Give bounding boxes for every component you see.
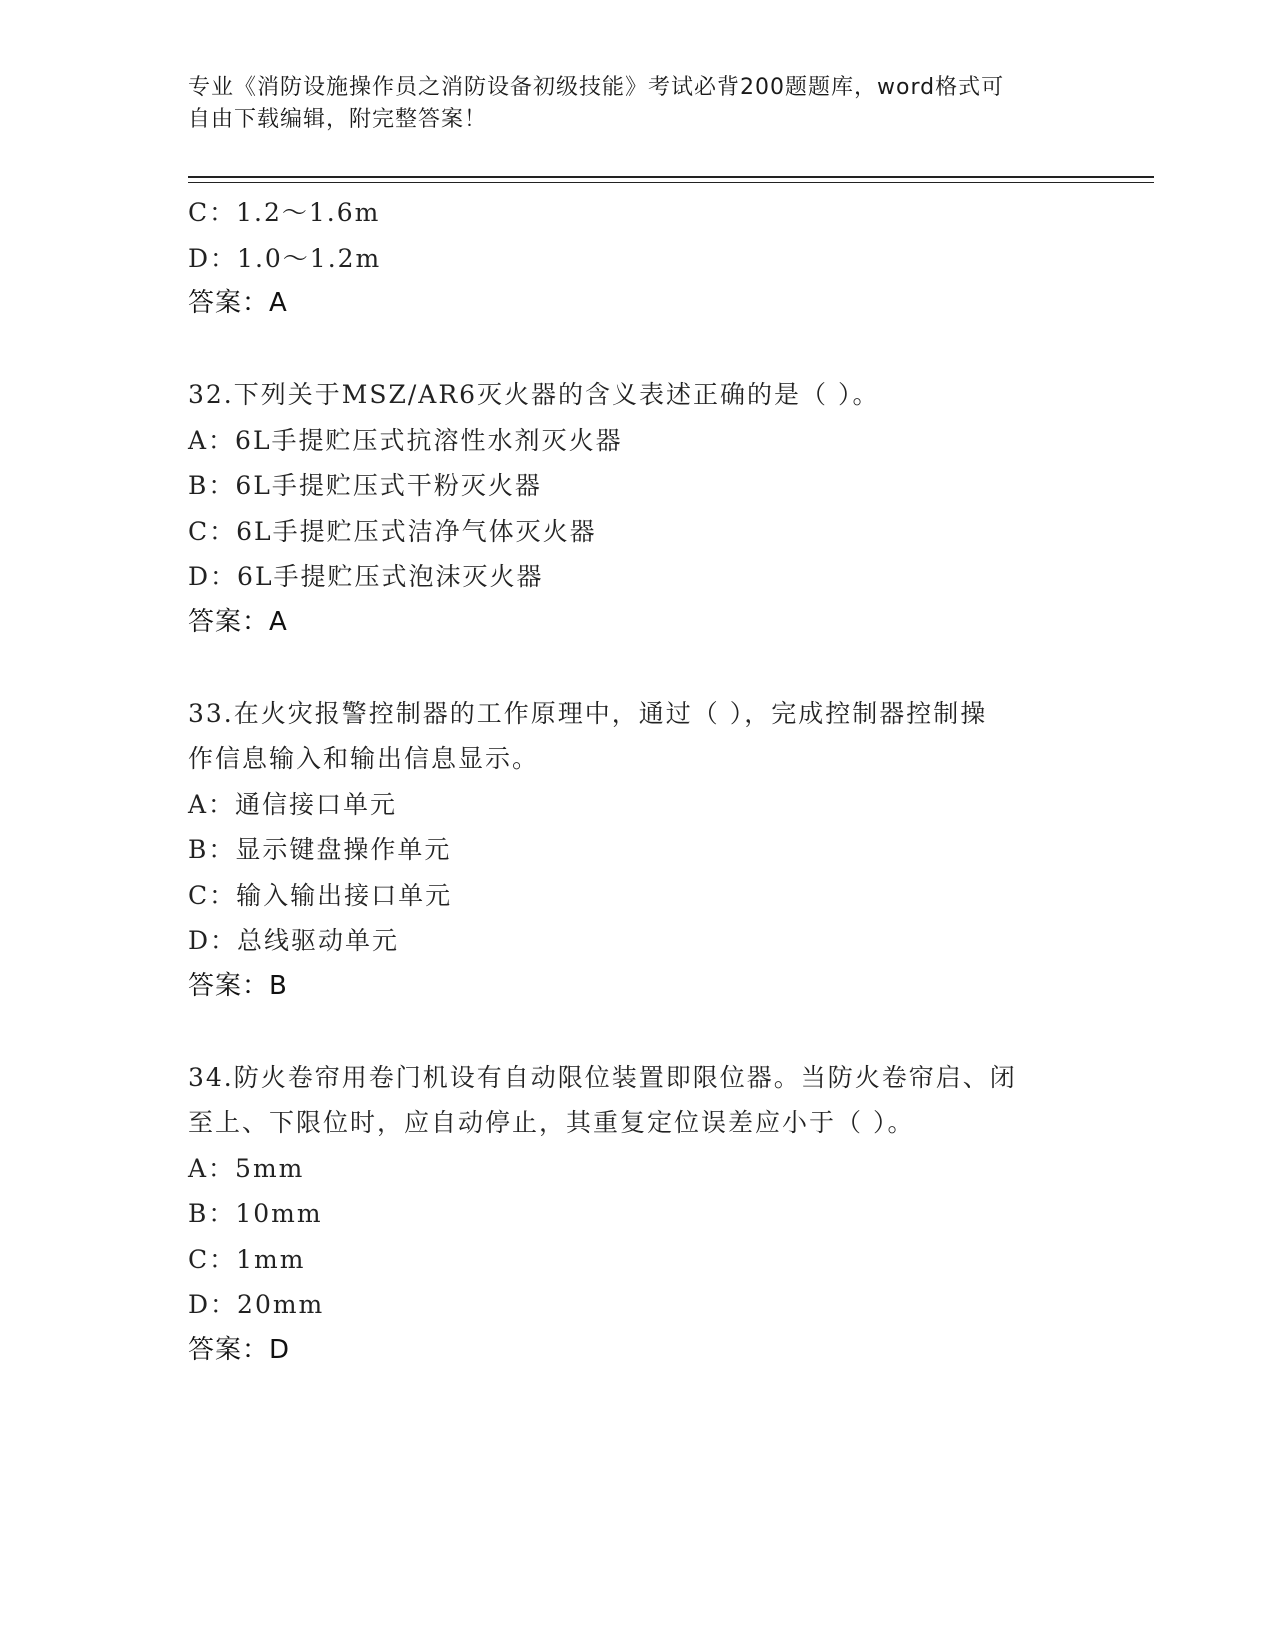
option-d: D：20mm — [188, 1290, 325, 1319]
option-b: B：10mm — [188, 1199, 323, 1228]
carryover-block — [188, 190, 1088, 327]
option-c: C：输入输出接口单元 — [188, 880, 453, 910]
header-line-2: 自由下载编辑，附完整答案！ — [188, 107, 488, 132]
option-a: A：5mm — [188, 1153, 305, 1183]
option-b: B：6L手提贮压式干粉灭火器 — [188, 471, 542, 500]
option-a: A：6L手提贮压式抗溶性水剂灭火器 — [188, 425, 623, 455]
question-text-continued: 作信息输入和输出信息显示。 — [188, 744, 540, 773]
option-a: A：通信接口单元 — [188, 789, 398, 819]
question-34 — [188, 1055, 1088, 1374]
option-c: C：1mm — [188, 1244, 306, 1274]
option-c: C：1.2～1.6m — [188, 198, 381, 227]
question-33 — [188, 691, 1088, 1010]
spacer — [188, 645, 1088, 691]
header-line-1: 专业《消防设施操作员之消防设备初级技能》考试必背200题题库，word格式可 — [188, 75, 1005, 100]
answer-line: 答案：A — [188, 606, 288, 637]
question-text: 34.防火卷帘用卷门机设有自动限位装置即限位器。当防火卷帘启、闭 — [188, 1062, 1017, 1092]
option-c: C：6L手提贮压式洁净气体灭火器 — [188, 516, 597, 546]
question-text: 33.在火灾报警控制器的工作原理中，通过（ ），完成控制器控制操 — [188, 698, 988, 728]
option-d: D：总线驱动单元 — [188, 926, 400, 955]
question-content — [188, 190, 1088, 1373]
document-header — [188, 72, 1068, 136]
option-d: D：6L手提贮压式泡沫灭火器 — [188, 562, 544, 591]
answer-line: 答案：A — [188, 288, 288, 318]
header-rule-thin — [188, 182, 1154, 183]
answer-line: 答案：D — [188, 1334, 291, 1365]
spacer — [188, 327, 1088, 373]
option-b: B：显示键盘操作单元 — [188, 835, 452, 864]
option-d: D：1.0～1.2m — [188, 243, 382, 273]
question-32 — [188, 372, 1088, 645]
spacer — [188, 1009, 1088, 1055]
question-text-continued: 至上、下限位时，应自动停止，其重复定位误差应小于（ ）。 — [188, 1108, 915, 1137]
answer-line: 答案：B — [188, 970, 288, 1001]
header-rule-thick — [188, 176, 1154, 178]
question-text: 32.下列关于MSZ/AR6灭火器的含义表述正确的是（ ）。 — [188, 380, 880, 409]
